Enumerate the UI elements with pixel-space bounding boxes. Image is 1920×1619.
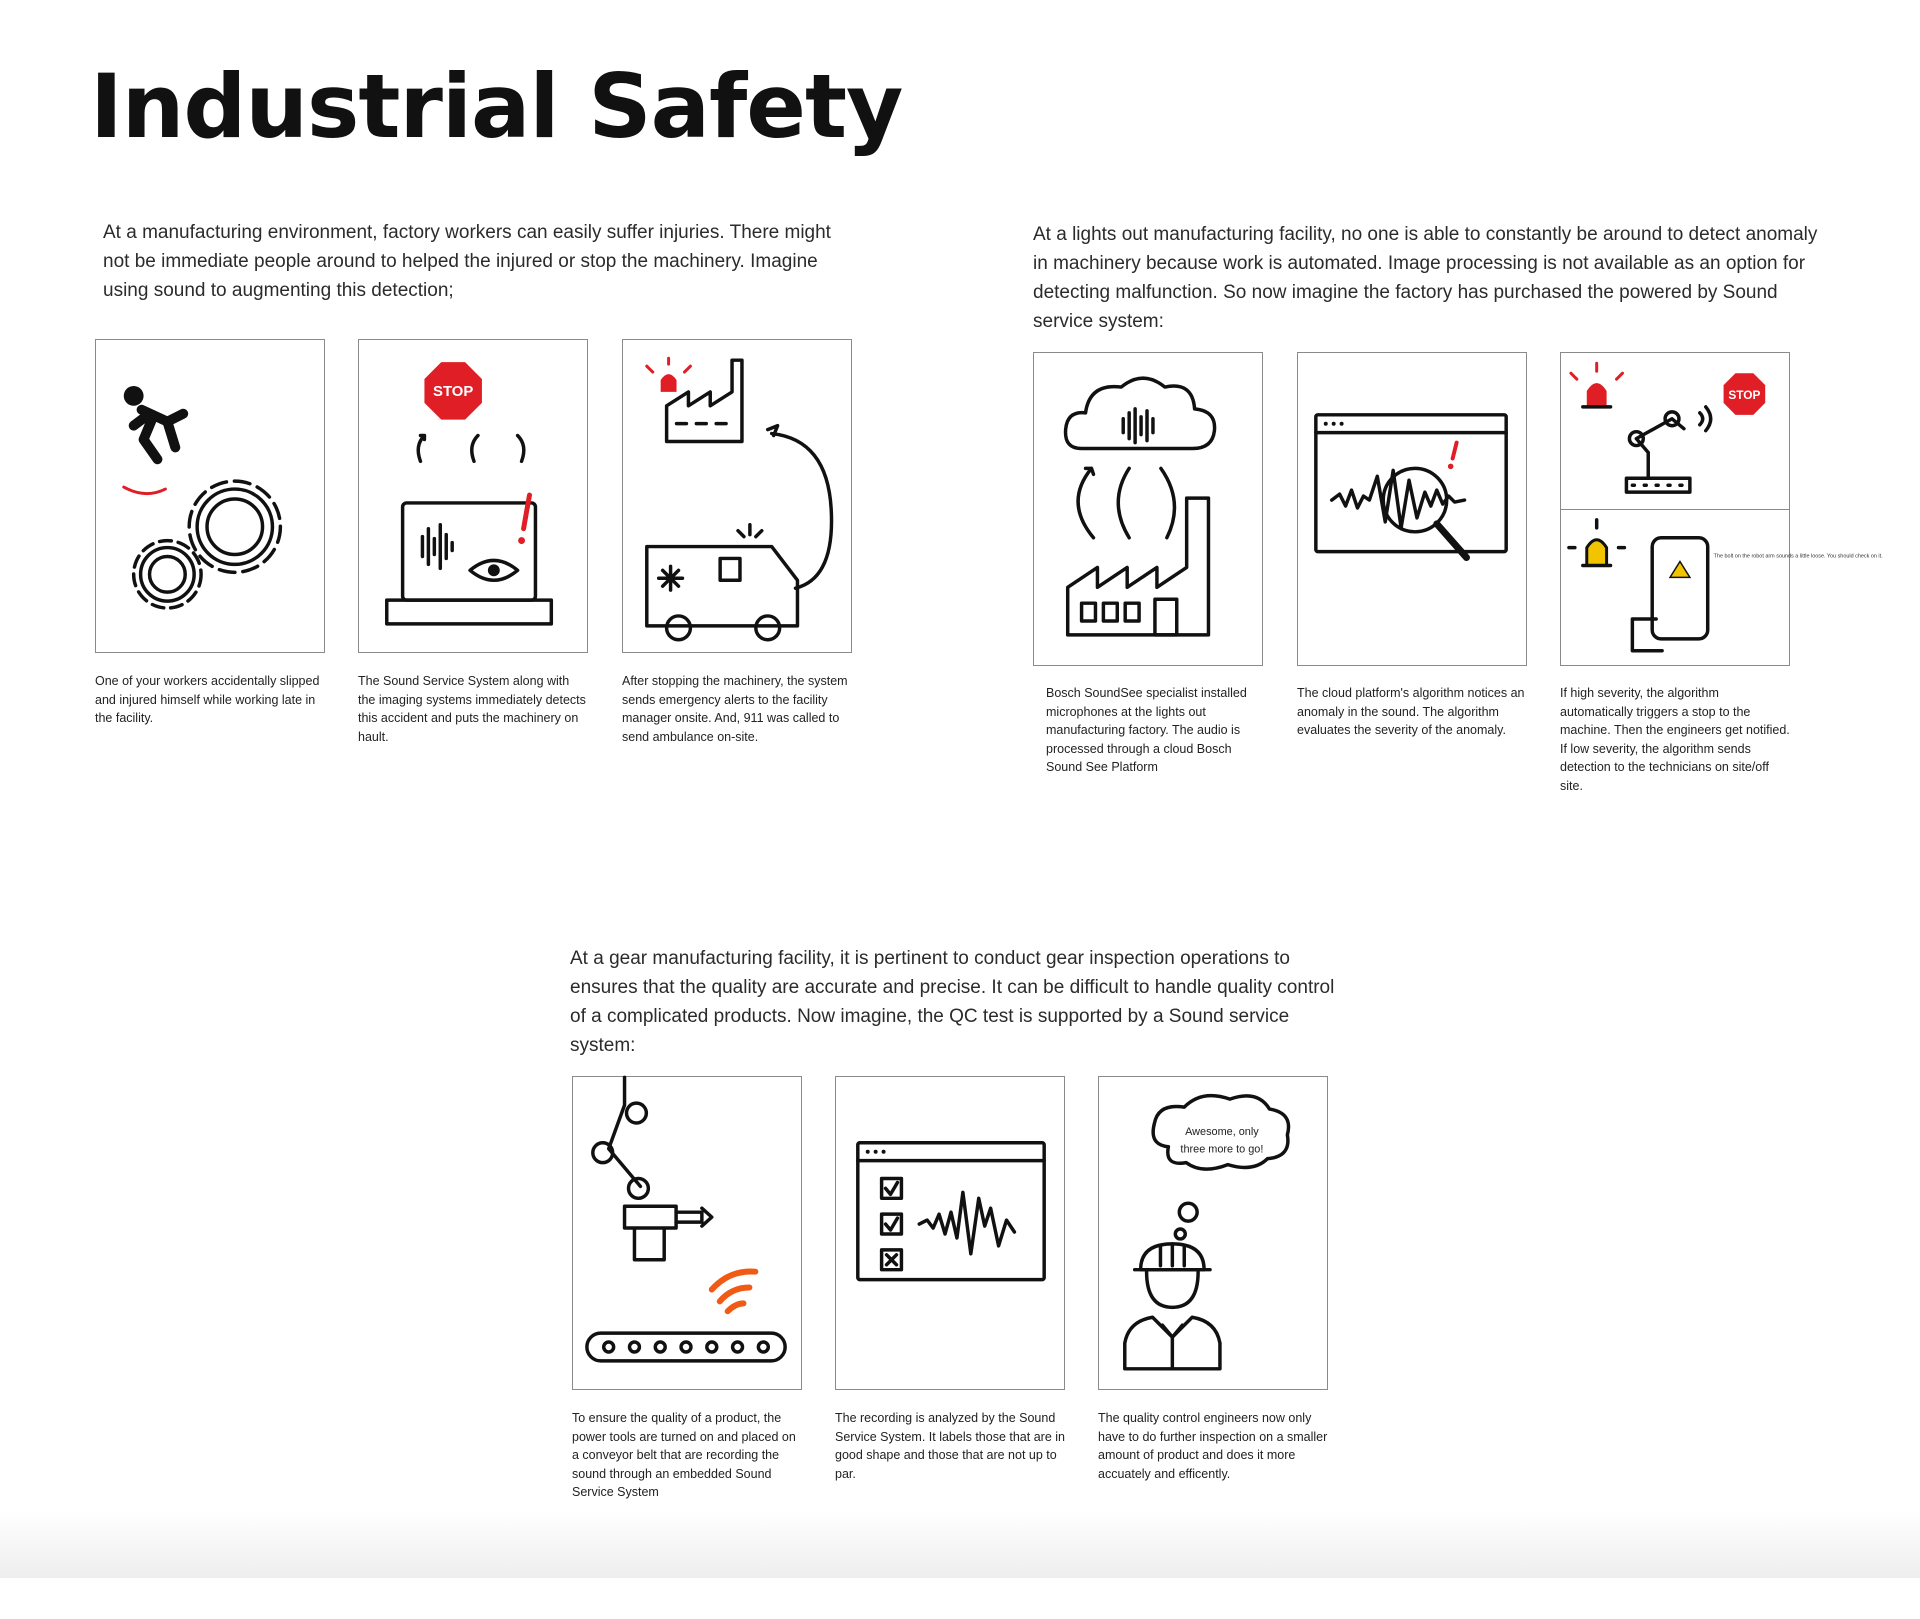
card-worker-slip — [95, 339, 325, 653]
factory-icon — [1068, 498, 1209, 635]
sound-detection-illustration — [359, 340, 587, 652]
card-conveyor-recording — [572, 1076, 802, 1390]
caption-worker-slip: One of your workers accidentally slipped and injured himself while working late in the facility. — [95, 674, 320, 725]
conveyor-recording-illustration — [573, 1077, 801, 1389]
card-qc-engineer — [1098, 1076, 1328, 1390]
qc-engineer-illustration — [1099, 1077, 1327, 1389]
factory-icon — [667, 360, 742, 441]
checkbox-checked-icon — [882, 1214, 902, 1234]
alert-mark-icon — [524, 495, 530, 529]
section-gear-inspection — [570, 944, 1340, 1060]
section-lights-out — [1033, 220, 1823, 336]
caption-severity-response: If high severity, the algorithm automatically triggers a stop to the machine. Then the engineers get notified. If low severity, the algorithm sends detection to the technicians on site/off site. — [1560, 686, 1790, 793]
robot-arm-icon — [593, 1077, 712, 1259]
section-intro: At a lights out manufacturing facility, no one is able to constantly be around to detect anomaly in machinery because work is automated. Image processing is not available as an option for detecting malfunction. So now imagine the factory has purchased the powered by Sound service system: — [1033, 224, 1818, 332]
card-cloud-platform — [1033, 352, 1263, 666]
small-gear-icon — [134, 541, 201, 608]
page-title: Industrial Safety — [90, 55, 903, 158]
alarm-light-icon — [647, 358, 691, 392]
worker-slip-illustration — [96, 340, 324, 652]
svg-text:STOP: STOP — [433, 383, 474, 400]
slip-mark-icon — [124, 487, 166, 493]
svg-text:STOP: STOP — [1728, 387, 1761, 402]
waveform-icon — [919, 1192, 1014, 1253]
card-sound-detection — [358, 339, 588, 653]
robot-arm-icon — [1626, 407, 1710, 492]
large-gear-icon — [189, 481, 280, 572]
cloud-icon — [1066, 378, 1215, 448]
card-anomaly-detection — [1297, 352, 1527, 666]
card-severity-response — [1560, 352, 1883, 666]
caption-conveyor-recording: To ensure the quality of a product, the power tools are turned on and placed on a conveyor belt that are recording the sound through an embedded Sound Service System — [572, 1411, 796, 1499]
bottom-fade — [0, 1510, 1920, 1578]
cloud-platform-illustration — [1034, 353, 1262, 665]
emergency-alert-illustration — [623, 340, 851, 652]
wifi-signal-icon — [712, 1271, 756, 1311]
caption-qc-engineer: The quality control engineers now only have to do further inspection on a smaller amount of product and does it more accuately and efficently. — [1098, 1411, 1328, 1481]
stop-sign-icon — [424, 362, 481, 419]
warning-light-icon — [1569, 520, 1625, 566]
severity-response-illustration — [1561, 353, 1883, 665]
alarm-light-icon — [1571, 363, 1623, 407]
alert-mark-icon — [1453, 443, 1457, 459]
checkbox-crossed-icon — [882, 1250, 902, 1270]
svg-text:three more to go!: three more to go! — [1180, 1143, 1264, 1156]
card-emergency-alert — [622, 339, 852, 653]
anomaly-detection-illustration — [1298, 353, 1526, 665]
ambulance-icon — [647, 525, 798, 640]
caption-cloud-platform: Bosch SoundSee specialist installed microphones at the lights out manufacturing factory. The audio is processed through a cloud Bosch Sound See Platform — [1046, 686, 1247, 774]
conveyor-belt-icon — [587, 1333, 785, 1361]
section-intro: At a gear manufacturing facility, it is pertinent to conduct gear inspection operations to ensures that the quality are accurate and precise. It can be difficult to handle quality control of a complicated products. Now imagine, the QC test is supported by a Sound service system: — [570, 948, 1335, 1056]
caption-emergency-alert: After stopping the machinery, the system sends emergency alerts to the facility manager onsite. And, 911 was called to send ambulance on-site. — [622, 674, 848, 744]
phone-icon — [1632, 538, 1707, 651]
card-analysis-labels — [835, 1076, 1065, 1390]
analysis-labels-illustration — [836, 1077, 1064, 1389]
caption-analysis-labels: The recording is analyzed by the Sound Service System. It labels those that are in good shape and those that are not up to par. — [835, 1411, 1065, 1481]
svg-text:The bolt on the robot arm soun: The bolt on the robot arm sounds a little loose. You should check on it. — [1713, 553, 1883, 560]
checkbox-checked-icon — [882, 1178, 902, 1198]
svg-text:Awesome, only: Awesome, only — [1185, 1125, 1259, 1138]
caption-anomaly-detection: The cloud platform's algorithm notices an anomaly in the sound. The algorithm evaluates the severity of the anomaly. — [1297, 686, 1525, 737]
section-intro: At a manufacturing environment, factory workers can easily suffer injuries. There might not be immediate people around to helped the injured or stop the machinery. Imagine using sound to augmenting this detection; — [103, 222, 831, 301]
stop-sign-icon — [1724, 373, 1766, 415]
thought-bubble-icon — [1153, 1096, 1288, 1239]
section-fall-injury — [103, 218, 853, 305]
engineer-icon — [1125, 1244, 1220, 1369]
caption-sound-detection: The Sound Service System along with the imaging systems immediately detects this accident and puts the machinery on hault. — [358, 674, 586, 744]
falling-person-icon — [124, 386, 183, 459]
